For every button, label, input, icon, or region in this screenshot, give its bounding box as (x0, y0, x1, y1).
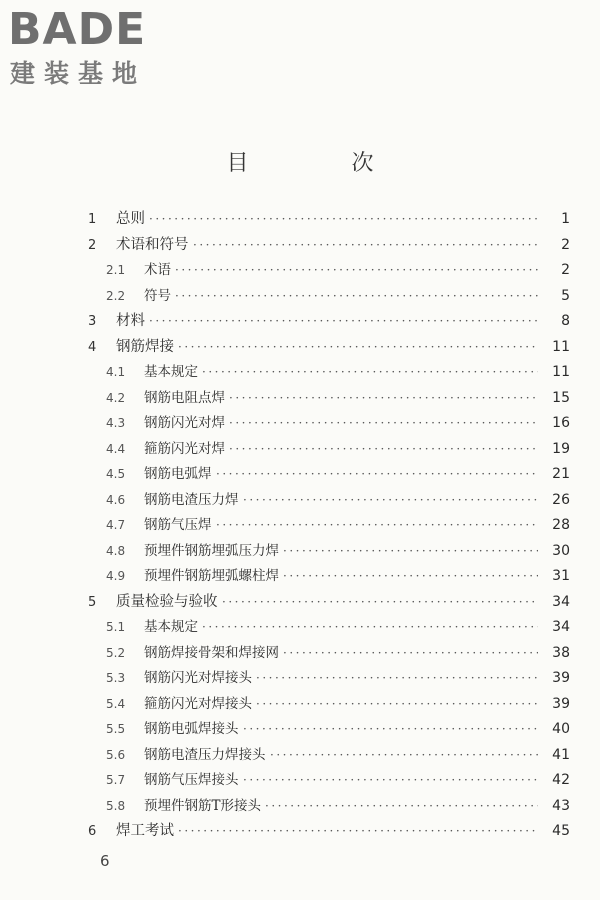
toc-entry[interactable] (88, 488, 570, 514)
toc-entry[interactable] (88, 743, 570, 769)
toc-entry-page: 34 (538, 590, 570, 616)
toc-entry-title: 基本规定 (144, 360, 202, 386)
toc-entry[interactable] (88, 513, 570, 539)
toc-entry-number: 5.3 (106, 671, 126, 685)
toc-entry-number: 5.6 (106, 747, 126, 762)
toc-entry-number: 4.6 (106, 492, 126, 507)
toc-entry-page: 39 (538, 666, 570, 692)
toc-leader-dots (216, 513, 538, 539)
toc-leader-dots (243, 717, 538, 743)
toc-entry-page: 2 (538, 258, 570, 284)
toc-entry[interactable] (88, 462, 570, 488)
toc-entry[interactable] (88, 615, 570, 641)
toc-entry[interactable] (88, 717, 570, 743)
toc-entry[interactable] (88, 666, 570, 692)
toc-entry-number: 4.1 (106, 365, 126, 379)
toc-entry-number: 3 (88, 314, 97, 329)
toc-entry-title: 术语和符号 (116, 233, 193, 259)
toc-entry-number: 4.9 (106, 569, 126, 583)
toc-entry-title: 钢筋电渣压力焊 (144, 488, 243, 514)
toc-entry-number: 4.5 (106, 467, 126, 481)
toc-entry-page: 11 (538, 360, 570, 386)
logo-subtitle: 建装基地 (10, 59, 147, 88)
toc-leader-dots (229, 386, 538, 412)
toc-entry[interactable] (88, 692, 570, 718)
toc-entry-page: 45 (538, 819, 570, 845)
toc-entry-title: 预埋件钢筋T形接头 (144, 794, 265, 820)
toc-leader-dots (178, 335, 538, 361)
toc-entry-number: 4.2 (106, 390, 126, 405)
toc-entry[interactable] (88, 258, 570, 284)
toc-entry-title: 质量检验与验收 (116, 590, 222, 616)
toc-entry-title: 钢筋闪光对焊 (144, 411, 229, 437)
toc-entry[interactable] (88, 768, 570, 794)
toc-entry-title: 预埋件钢筋埋弧螺柱焊 (144, 564, 283, 590)
toc-leader-dots (193, 233, 538, 259)
toc-entry-page: 19 (538, 437, 570, 463)
toc-entry-page: 26 (538, 488, 570, 514)
toc-leader-dots (229, 437, 538, 463)
toc-entry-page: 39 (538, 692, 570, 718)
toc-entry-number: 5.2 (106, 645, 126, 660)
toc-leader-dots (283, 641, 538, 667)
brand-logo (8, 6, 178, 88)
toc-entry[interactable] (88, 819, 570, 845)
toc-entry-number: 5.8 (106, 798, 126, 813)
toc-entry-page: 1 (538, 207, 570, 233)
toc-entry[interactable] (88, 360, 570, 386)
logo-wordmark: BADE (8, 4, 147, 55)
toc-entry-number: 5.1 (106, 620, 126, 634)
toc-entry-title: 总则 (116, 207, 149, 233)
toc-entry-page: 34 (538, 615, 570, 641)
toc-entry-page: 31 (538, 564, 570, 590)
toc-entry-number: 2 (88, 237, 97, 253)
toc-leader-dots (178, 819, 538, 845)
toc-entry-page: 30 (538, 539, 570, 565)
toc-entry-title: 基本规定 (144, 615, 202, 641)
toc-entry[interactable] (88, 309, 570, 335)
toc-leader-dots (283, 564, 538, 590)
toc-leader-dots (243, 768, 538, 794)
toc-leader-dots (222, 590, 538, 616)
toc-entry-number: 5.5 (106, 722, 126, 736)
toc-entry-number: 4.8 (106, 543, 126, 558)
toc-entry-title: 钢筋气压焊 (144, 513, 216, 539)
toc-entry-page: 38 (538, 641, 570, 667)
toc-entry-number: 4.3 (106, 416, 126, 430)
toc-entry-title: 术语 (144, 258, 175, 284)
toc-leader-dots (149, 309, 538, 335)
toc-entry[interactable] (88, 539, 570, 565)
toc-leader-dots (265, 794, 538, 820)
toc-entry[interactable] (88, 411, 570, 437)
toc-entry-title: 符号 (144, 284, 175, 310)
page-title: 目 次 (226, 151, 422, 176)
toc-entry[interactable] (88, 437, 570, 463)
toc-entry-title: 钢筋电阻点焊 (144, 386, 229, 412)
toc-leader-dots (283, 539, 538, 565)
toc-entry-number: 6 (88, 824, 97, 839)
toc-entry-number: 4 (88, 339, 97, 355)
toc-entry[interactable] (88, 590, 570, 616)
toc-entry-page: 16 (538, 411, 570, 437)
toc-entry-page: 11 (538, 335, 570, 361)
toc-entry-page: 41 (538, 743, 570, 769)
toc-entry-page: 5 (538, 284, 570, 310)
toc-entry-page: 43 (538, 794, 570, 820)
toc-entry[interactable] (88, 794, 570, 820)
toc-entry-number: 4.7 (106, 518, 126, 532)
toc-leader-dots (175, 284, 538, 310)
toc-leader-dots (256, 692, 538, 718)
toc-entry-number: 4.4 (106, 441, 126, 456)
toc-entry-number: 5.4 (106, 696, 126, 711)
toc-entry-page: 40 (538, 717, 570, 743)
toc-entry-title: 材料 (116, 309, 149, 335)
toc-leader-dots (149, 207, 538, 233)
toc-entry-page: 15 (538, 386, 570, 412)
toc-entry-page: 8 (538, 309, 570, 335)
toc-leader-dots (202, 360, 538, 386)
toc-entry-title: 钢筋电弧焊 (144, 462, 216, 488)
toc-entry-number: 5 (88, 594, 97, 610)
toc-leader-dots (229, 411, 538, 437)
toc-leader-dots (270, 743, 538, 769)
toc-leader-dots (216, 462, 538, 488)
toc-entry[interactable] (88, 335, 570, 361)
toc-entry-title: 钢筋电渣压力焊接头 (144, 743, 270, 769)
toc-entry-page: 42 (538, 768, 570, 794)
toc-entry-title: 焊工考试 (116, 819, 178, 845)
toc-entry-title: 钢筋闪光对焊接头 (144, 666, 256, 692)
toc-entry-number: 5.7 (106, 773, 126, 787)
toc-entry-title: 箍筋闪光对焊 (144, 437, 229, 463)
toc-leader-dots (256, 666, 538, 692)
toc-entry-title: 箍筋闪光对焊接头 (144, 692, 256, 718)
page-number: 6 (100, 852, 110, 870)
toc-leader-dots (175, 258, 538, 284)
toc-leader-dots (202, 615, 538, 641)
toc-entry[interactable] (88, 641, 570, 667)
toc-entry-page: 2 (538, 233, 570, 259)
toc-entry-number: 2.1 (106, 263, 126, 277)
toc-leader-dots (243, 488, 538, 514)
toc-entry-title: 钢筋电弧焊接头 (144, 717, 243, 743)
toc-entry[interactable] (88, 564, 570, 590)
table-of-contents (88, 207, 570, 845)
toc-entry-title: 钢筋气压焊接头 (144, 768, 243, 794)
toc-entry-title: 钢筋焊接骨架和焊接网 (144, 641, 283, 667)
toc-entry[interactable] (88, 386, 570, 412)
toc-entry[interactable] (88, 284, 570, 310)
toc-entry-title: 预埋件钢筋埋弧压力焊 (144, 539, 283, 565)
toc-entry[interactable] (88, 233, 570, 259)
toc-entry-number: 2.2 (106, 288, 126, 303)
toc-entry-title: 钢筋焊接 (116, 335, 178, 361)
toc-entry-page: 28 (538, 513, 570, 539)
toc-entry-number: 1 (88, 212, 97, 227)
toc-entry[interactable] (88, 207, 570, 233)
toc-entry-page: 21 (538, 462, 570, 488)
